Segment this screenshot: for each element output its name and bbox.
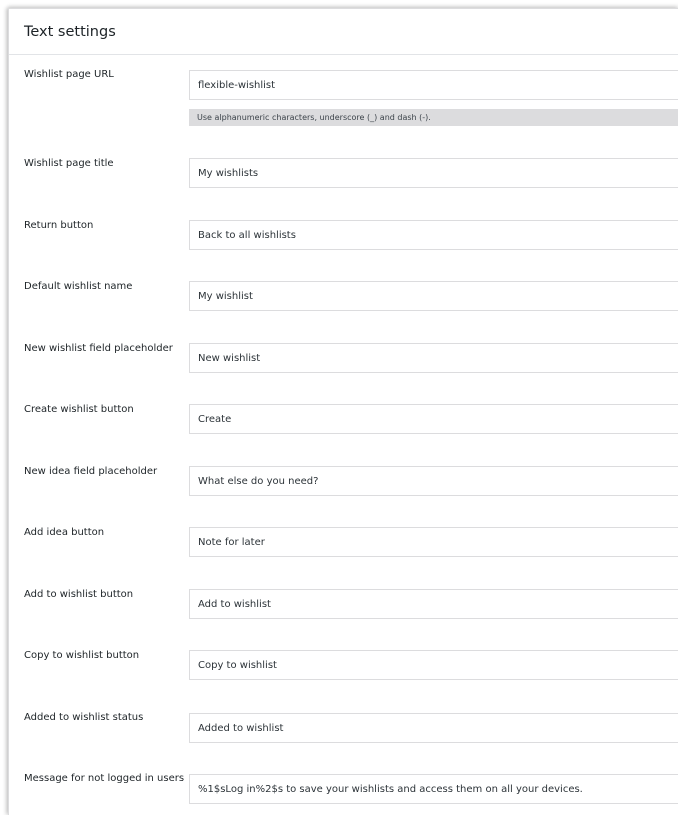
not-logged-message-input[interactable]: %1$sLog in%2$s to save your wishlists and access them on all your devices. <box>189 774 678 804</box>
field-label: New wishlist field placeholder <box>24 343 173 354</box>
field-label: Default wishlist name <box>24 281 133 292</box>
field-label: Return button <box>24 220 94 231</box>
field-hint: Use alphanumeric characters, underscore (_) and dash (-). <box>189 109 678 126</box>
field-label: Wishlist page title <box>24 158 114 169</box>
section-title: Text settings <box>24 23 116 40</box>
field-label: New idea field placeholder <box>24 466 158 477</box>
field-label: Add idea button <box>24 527 105 538</box>
new-idea-placeholder-input[interactable]: What else do you need? <box>189 466 678 496</box>
field-label: Wishlist page URL <box>24 69 114 80</box>
page-title-input[interactable]: My wishlists <box>189 158 678 188</box>
field-label: Create wishlist button <box>24 404 134 415</box>
default-wishlist-name-input[interactable]: My wishlist <box>189 281 678 311</box>
field-label: Copy to wishlist button <box>24 650 140 661</box>
copy-to-wishlist-button-input[interactable]: Copy to wishlist <box>189 650 678 680</box>
field-label: Added to wishlist status <box>24 712 144 723</box>
add-to-wishlist-button-input[interactable]: Add to wishlist <box>189 589 678 619</box>
field-label: Add to wishlist button <box>24 589 134 600</box>
added-status-input[interactable]: Added to wishlist <box>189 713 678 743</box>
section-header <box>9 9 678 55</box>
page-url-input[interactable]: flexible-wishlist <box>189 70 678 100</box>
create-button-input[interactable]: Create <box>189 404 678 434</box>
return-button-input[interactable]: Back to all wishlists <box>189 220 678 250</box>
field-label: Message for not logged in users <box>24 773 185 784</box>
settings-panel <box>8 8 678 815</box>
add-idea-button-input[interactable]: Note for later <box>189 527 678 557</box>
new-wishlist-placeholder-input[interactable]: New wishlist <box>189 343 678 373</box>
